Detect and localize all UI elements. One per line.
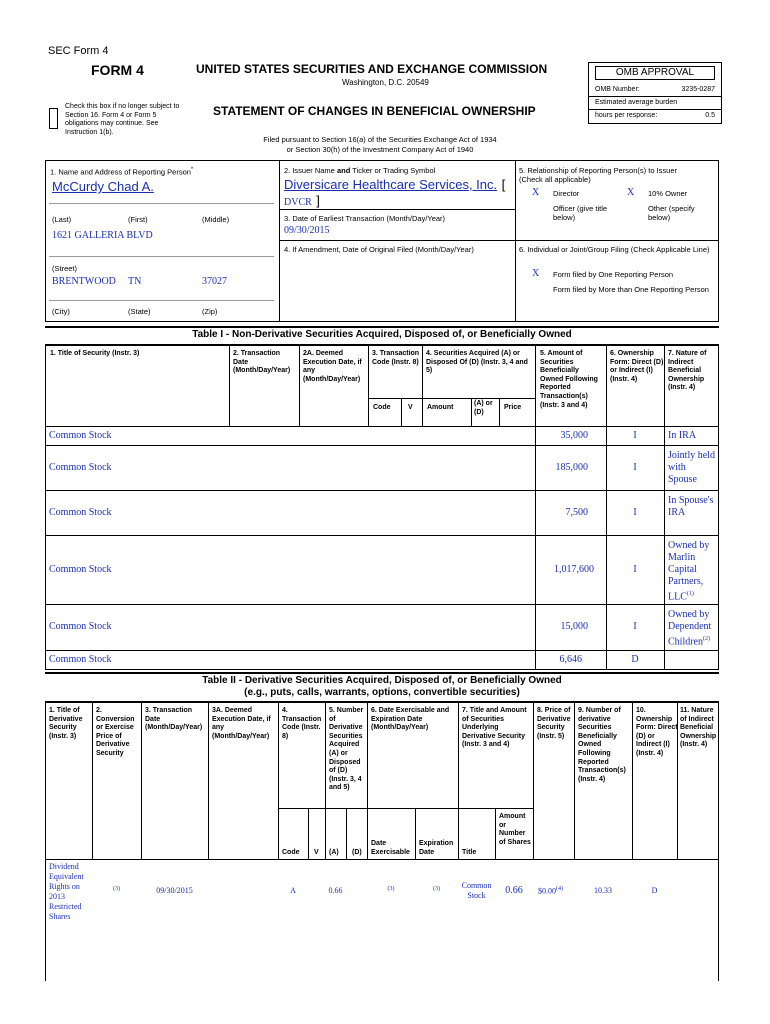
t1-row4-amount: 1,017,600 [554, 564, 594, 575]
t1-col3-header: 3. Transaction Code (Instr. 8) [372, 350, 420, 366]
t2-row1-form: D [651, 886, 658, 895]
zip-label: (Zip) [202, 307, 218, 316]
t1-aord-header: (A) or (D) [474, 400, 493, 416]
t1-row1-title: Common Stock [49, 430, 112, 441]
t1-row2-form: I [633, 462, 637, 473]
location: Washington, D.C. 20549 [342, 78, 429, 87]
t2-code-header: Code [282, 849, 300, 856]
t2-row1-u-amount: 0.66 [505, 885, 523, 896]
t1-price-header: Price [504, 404, 522, 411]
omb-hours-value: 0.5 [705, 112, 715, 119]
reporting-person-label: 1. Name and Address of Reporting Person* [50, 167, 194, 177]
state-value: TN [128, 276, 142, 287]
issuer-name-line: Diversicare Healthcare Services, Inc. [ [284, 177, 506, 192]
more-person-label: Form filed by More than One Reporting Person [553, 285, 709, 294]
city-value: BRENTWOOD [52, 276, 116, 287]
filing-label: 6. Individual or Joint/Group Filing (Check Applicable Line) [519, 245, 710, 254]
t2-exp-header: Expiration Date [419, 840, 454, 856]
director-label: Director [553, 189, 580, 198]
t1-col4-header: 4. Securities Acquired (A) or Disposed Of (D) (Instr. 3, 4 and 5) [426, 350, 528, 375]
t2-row1-code: A [290, 886, 296, 895]
sec-form-label: SEC Form 4 [48, 45, 109, 57]
table2-subtitle: (e.g., puts, calls, warrants, options, convertible securities) [244, 687, 520, 698]
t2-row1-date: 09/30/2015 [156, 886, 193, 895]
statement-title: STATEMENT OF CHANGES IN BENEFICIAL OWNERSHIP [213, 104, 536, 118]
filed-line-2: or Section 30(h) of the Investment Company Act of 1940 [286, 145, 474, 154]
zip-value: 37027 [202, 276, 227, 287]
director-mark[interactable]: X [532, 187, 540, 198]
t1-row6-title: Common Stock [49, 654, 112, 665]
t2-amt-shares-header: Amount or Number of Shares [499, 813, 531, 846]
t2-row1-date-ex: (3) [387, 886, 395, 892]
last-label: (Last) [52, 215, 72, 224]
street-label: (Street) [52, 264, 78, 273]
t2-row1-conv: (3) [113, 886, 120, 892]
omb-number-label: OMB Number: [595, 86, 640, 93]
t1-row3-title: Common Stock [49, 507, 112, 518]
t2-d-header: (D) [352, 849, 362, 856]
t1-row4-form: I [633, 564, 637, 575]
checkbox-text: Check this box if no longer subject to Section 16. Form 4 or Form 5 obligations may continue. See Instruction 1(b). [65, 103, 180, 136]
t1-row5-nature: Owned by Dependent Children$^{(2)}$ [668, 609, 712, 648]
t1-col7-header: 7. Nature of Indirect Beneficial Ownership (Instr. 4) [668, 350, 707, 392]
street-value: 1621 GALLERIA BLVD [52, 230, 153, 241]
t1-row6-form: D [631, 654, 639, 665]
earliest-date-label: 3. Date of Earliest Transaction (Month/Day/Year) [284, 214, 446, 223]
omb-burden-label: Estimated average burden [595, 99, 678, 106]
table1-title: Table I - Non-Derivative Securities Acquired, Disposed of, or Beneficially Owned [192, 329, 572, 340]
filed-line-1: Filed pursuant to Section 16(a) of the Securities Exchange Act of 1934 [263, 135, 497, 144]
t1-row1-form: I [633, 430, 637, 441]
amendment-label: 4. If Amendment, Date of Original Filed (Month/Day/Year) [284, 245, 474, 254]
issuer-name[interactable]: Diversicare Healthcare Services, Inc. [284, 177, 498, 192]
t1-row5-title: Common Stock [49, 621, 112, 632]
issuer-label: 2. Issuer Name and Ticker or Trading Symbol [284, 166, 436, 175]
ten-percent-label: 10% Owner [648, 189, 688, 198]
t2-row1-u-title: Common Stock [461, 881, 492, 900]
first-label: (First) [128, 215, 148, 224]
t2-col10-header: 10. Ownership Form: Direct (D) or Indirect (I) (Instr. 4) [636, 707, 678, 757]
other-label: Other (specify below) [648, 204, 695, 222]
t2-col2-header: 2. Conversion or Exercise Price of Derivative Security [96, 707, 135, 757]
t2-row1-title: Dividend Equivalent Rights on 2013 Restricted Shares [49, 862, 84, 921]
t1-row5-amount: 15,000 [560, 621, 588, 632]
commission-title: UNITED STATES SECURITIES AND EXCHANGE COMMISSION [196, 62, 548, 76]
t1-col2-header: 2. Transaction Date (Month/Day/Year) [233, 350, 291, 375]
state-label: (State) [128, 307, 151, 316]
t2-col6-header: 6. Date Exercisable and Expiration Date (Month/Day/Year) [371, 707, 450, 732]
relationship-label: 5. Relationship of Reporting Person(s) to Issuer [519, 166, 677, 175]
t1-amount-header: Amount [427, 404, 454, 411]
t1-row3-nature: In Spouse's IRA [668, 495, 714, 518]
t1-row5-form: I [633, 621, 637, 632]
city-label: (City) [52, 307, 70, 316]
t1-col1-header: 1. Title of Security (Instr. 3) [50, 350, 140, 357]
form-title: FORM 4 [91, 62, 144, 78]
t1-row1-amount: 35,000 [560, 430, 588, 441]
t2-col3a-header: 3A. Deemed Execution Date, if any (Month/Day/Year) [212, 707, 271, 740]
issuer-ticker: DVCR [284, 197, 312, 208]
t1-row1-nature: In IRA [668, 430, 697, 441]
t1-col5-header: 5. Amount of Securities Beneficially Owned Following Reported Transaction(s) (Instr. 3 and 4) [540, 350, 598, 409]
ten-percent-mark[interactable]: X [627, 187, 635, 198]
t1-v-header: V [408, 404, 413, 411]
t1-row2-nature: Jointly held with Spouse [668, 450, 715, 485]
t2-col4-header: 4. Transaction Code (Instr. 8) [282, 707, 322, 740]
t1-code-header: Code [373, 404, 391, 411]
t2-row1-exp: (3) [433, 886, 440, 892]
omb-hours-label: hours per response: [595, 112, 658, 119]
no-longer-subject-checkbox[interactable] [49, 108, 58, 129]
t2-col11-header: 11. Nature of Indirect Beneficial Ownership (Instr. 4) [680, 707, 717, 749]
omb-approval-box [588, 62, 722, 124]
t2-col1-header: 1. Title of Derivative Security (Instr. 3) [49, 707, 83, 740]
t1-row3-amount: 7,500 [565, 507, 588, 518]
t2-title-header: Title [462, 849, 477, 856]
t1-row2-amount: 185,000 [555, 462, 588, 473]
t1-row2-title: Common Stock [49, 462, 112, 473]
table2-title: Table II - Derivative Securities Acquired, Disposed of, or Beneficially Owned [202, 675, 562, 686]
t1-row4-nature: Owned by Marlin Capital Partners, LLC$^{(1)}$ [668, 540, 710, 603]
relationship-sub: (Check all applicable) [519, 175, 591, 184]
omb-title: OMB APPROVAL [595, 66, 715, 80]
t2-row1-a: 0.66 [328, 886, 343, 895]
officer-label: Officer (give title below) [553, 204, 608, 222]
t2-col3-header: 3. Transaction Date (Month/Day/Year) [145, 707, 203, 732]
ticker-line: DVCR ] [284, 193, 320, 208]
t2-col8-header: 8. Price of Derivative Security (Instr. 5) [537, 707, 571, 740]
one-person-label: Form filed by One Reporting Person [553, 270, 674, 279]
t2-col5-header: 5. Number of Derivative Securities Acquired (A) or Disposed of (D) (Instr. 3, 4 and 5) [329, 707, 364, 792]
middle-label: (Middle) [202, 215, 230, 224]
t1-col2a-header: 2A. Deemed Execution Date, if any (Month/Day/Year) [303, 350, 362, 383]
one-person-mark[interactable]: X [532, 268, 540, 279]
t2-row1-owned: 10.33 [594, 886, 612, 895]
t1-row6-amount: 6,646 [559, 654, 582, 665]
t2-date-ex-header: Date Exercisable [371, 840, 410, 856]
t2-v-header: V [314, 849, 319, 856]
omb-number-value: 3235-0287 [681, 86, 715, 93]
reporting-person-name[interactable]: McCurdy Chad A. [52, 179, 154, 194]
t1-row4-title: Common Stock [49, 564, 112, 575]
t1-row3-form: I [633, 507, 637, 518]
t2-a-header: (A) [329, 849, 339, 856]
table2-title-block [45, 675, 719, 699]
earliest-date-value: 09/30/2015 [284, 225, 330, 236]
t1-col6-header: 6. Ownership Form: Direct (D) or Indirect (I) (Instr. 4) [610, 350, 664, 383]
filed-pursuant [200, 135, 560, 155]
t2-row1-price: $0.00$^{(4)}$ [538, 886, 563, 896]
t2-col7-header: 7. Title and Amount of Securities Underlying Derivative Security (Instr. 3 and 4) [462, 707, 527, 749]
t2-col9-header: 9. Number of derivative Securities Beneficially Owned Following Reported Transaction(s) (Instr. 4) [578, 707, 626, 783]
